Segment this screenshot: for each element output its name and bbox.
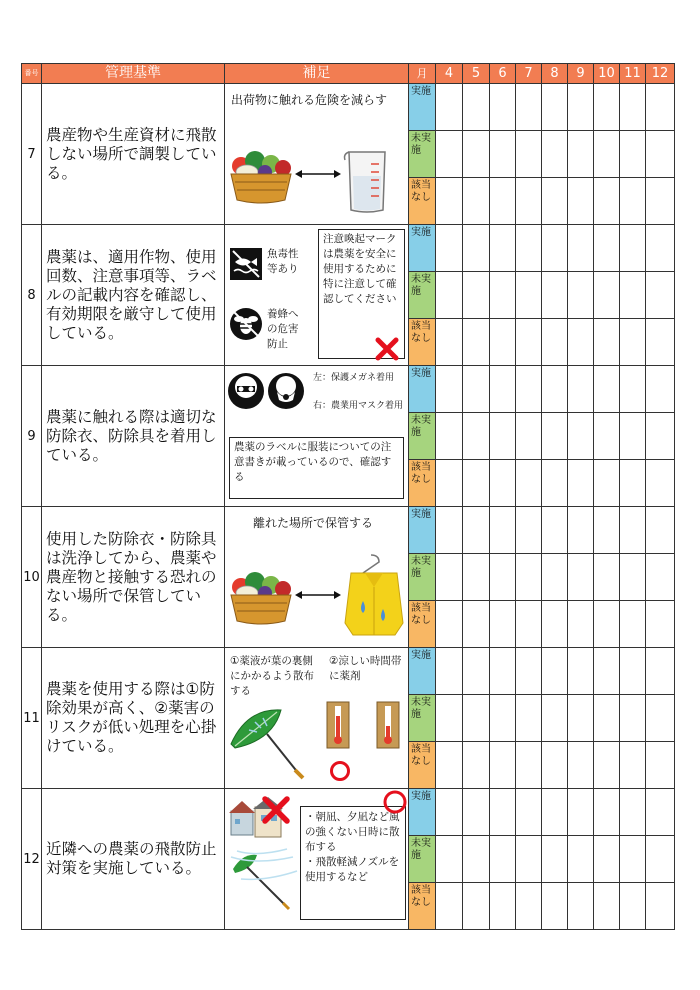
status-done: 実施 — [409, 789, 436, 836]
month-check-cell[interactable] — [620, 178, 646, 225]
month-check-cell[interactable] — [516, 601, 542, 648]
supplement-content — [225, 648, 408, 786]
label-check-note-text: 農薬のラベルに服装についての注意書きが載っているので、確認する — [234, 441, 392, 483]
month-check-cell[interactable] — [490, 460, 516, 507]
status-na: 該当なし — [409, 883, 436, 930]
month-check-cell[interactable] — [568, 319, 594, 366]
month-check-cell[interactable] — [646, 178, 675, 225]
month-check-cell[interactable] — [436, 554, 463, 601]
month-check-cell[interactable] — [568, 507, 594, 554]
month-check-cell[interactable] — [436, 413, 463, 460]
month-check-cell[interactable] — [620, 131, 646, 178]
month-check-cell[interactable] — [594, 648, 620, 695]
table-row — [22, 507, 675, 554]
month-check-cell[interactable] — [568, 225, 594, 272]
management-standard: 農薬を使用する際は①防除効果が高く、②薬害のリスクが低い処理を心掛けている。 — [42, 648, 225, 789]
red-circle-icon — [329, 760, 351, 782]
fish-toxicity-icon — [229, 247, 263, 281]
month-check-cell[interactable] — [620, 319, 646, 366]
month-check-cell[interactable] — [594, 742, 620, 789]
month-check-cell[interactable] — [542, 272, 568, 319]
month-check-cell[interactable] — [646, 272, 675, 319]
item-number: 9 — [22, 366, 42, 507]
month-check-cell[interactable] — [463, 413, 490, 460]
month-check-cell[interactable] — [516, 84, 542, 131]
month-check-cell[interactable] — [542, 836, 568, 883]
month-check-cell[interactable] — [620, 366, 646, 413]
month-check-cell[interactable] — [594, 272, 620, 319]
table-row — [22, 366, 675, 413]
header-row — [22, 64, 675, 84]
header-month-6: 6 — [490, 64, 516, 84]
month-check-cell[interactable] — [516, 178, 542, 225]
goggles-icon — [227, 372, 305, 410]
status-na: 該当なし — [409, 460, 436, 507]
month-check-cell[interactable] — [516, 460, 542, 507]
month-check-cell[interactable] — [463, 178, 490, 225]
month-check-cell[interactable] — [490, 836, 516, 883]
month-check-cell[interactable] — [490, 413, 516, 460]
month-check-cell[interactable] — [568, 178, 594, 225]
month-check-cell[interactable] — [542, 554, 568, 601]
header-month-9: 9 — [568, 64, 594, 84]
month-check-cell[interactable] — [463, 836, 490, 883]
month-check-cell[interactable] — [568, 836, 594, 883]
month-check-cell[interactable] — [436, 789, 463, 836]
month-check-cell[interactable] — [542, 84, 568, 131]
red-x-icon — [261, 795, 291, 825]
vegetable-basket-icon — [227, 144, 295, 206]
thermometer-icon — [325, 700, 351, 750]
mask-note: 右：農業用マスク着用 — [313, 401, 404, 411]
month-check-cell[interactable] — [542, 789, 568, 836]
fish-toxicity-label: 魚毒性等あり — [267, 248, 299, 275]
supplement-cell — [225, 648, 409, 789]
month-check-cell[interactable] — [594, 413, 620, 460]
management-standard: 農産物や生産資材に飛散しない場所で調製している。 — [42, 84, 225, 225]
month-check-cell[interactable] — [436, 648, 463, 695]
month-check-cell[interactable] — [490, 648, 516, 695]
month-check-cell[interactable] — [463, 601, 490, 648]
month-check-cell[interactable] — [620, 84, 646, 131]
month-check-cell[interactable] — [594, 178, 620, 225]
month-check-cell[interactable] — [490, 84, 516, 131]
thermometer-icon — [375, 700, 401, 750]
month-check-cell[interactable] — [436, 319, 463, 366]
month-check-cell[interactable] — [542, 131, 568, 178]
management-standard: 近隣への農薬の飛散防止対策を実施している。 — [42, 789, 225, 930]
status-na: 該当なし — [409, 601, 436, 648]
status-not-done: 未実施 — [409, 131, 436, 178]
month-check-cell[interactable] — [516, 648, 542, 695]
month-check-cell[interactable] — [436, 742, 463, 789]
month-check-cell[interactable] — [490, 272, 516, 319]
red-circle-icon — [382, 789, 408, 815]
month-check-cell[interactable] — [620, 695, 646, 742]
arrow-icon — [295, 589, 341, 601]
status-not-done: 未実施 — [409, 836, 436, 883]
month-check-cell[interactable] — [542, 413, 568, 460]
month-check-cell[interactable] — [568, 366, 594, 413]
month-check-cell[interactable] — [516, 507, 542, 554]
status-na: 該当なし — [409, 319, 436, 366]
month-check-cell[interactable] — [568, 883, 594, 930]
measuring-cup-icon — [341, 146, 395, 216]
leaf-spray-icon — [227, 704, 319, 786]
month-check-cell[interactable] — [542, 648, 568, 695]
month-check-cell[interactable] — [542, 742, 568, 789]
month-check-cell[interactable] — [594, 601, 620, 648]
item-number: 12 — [22, 789, 42, 930]
month-check-cell[interactable] — [620, 413, 646, 460]
month-check-cell[interactable] — [490, 507, 516, 554]
bee-hazard-label: 養蜂への危害防止 — [267, 308, 299, 350]
month-check-cell[interactable] — [568, 648, 594, 695]
month-check-cell[interactable] — [542, 319, 568, 366]
caution-note-text: 注意喚起マークは農薬を安全に使用するために特に注意して確認してください — [323, 233, 397, 305]
month-check-cell[interactable] — [542, 601, 568, 648]
month-check-cell[interactable] — [646, 883, 675, 930]
header-month-8: 8 — [542, 64, 568, 84]
month-check-cell[interactable] — [516, 695, 542, 742]
month-check-cell[interactable] — [516, 883, 542, 930]
month-check-cell[interactable] — [646, 742, 675, 789]
month-check-cell[interactable] — [568, 554, 594, 601]
table-row — [22, 84, 675, 131]
item-number: 10 — [22, 507, 42, 648]
month-check-cell[interactable] — [594, 695, 620, 742]
month-check-cell[interactable] — [436, 695, 463, 742]
supplement-caption: 出荷物に触れる危険を減らす — [231, 93, 388, 107]
month-check-cell[interactable] — [594, 131, 620, 178]
table-row — [22, 225, 675, 272]
arrow-icon — [295, 168, 341, 180]
month-check-cell[interactable] — [568, 460, 594, 507]
month-check-cell[interactable] — [516, 225, 542, 272]
month-check-cell[interactable] — [542, 366, 568, 413]
supplement-content — [225, 789, 408, 927]
checklist-table — [21, 63, 675, 930]
month-check-cell[interactable] — [542, 507, 568, 554]
month-check-cell[interactable] — [646, 836, 675, 883]
month-check-cell[interactable] — [436, 131, 463, 178]
month-check-cell[interactable] — [594, 789, 620, 836]
month-check-cell[interactable] — [436, 366, 463, 413]
month-check-cell[interactable] — [620, 601, 646, 648]
month-check-cell[interactable] — [620, 554, 646, 601]
month-check-cell[interactable] — [620, 883, 646, 930]
month-check-cell[interactable] — [490, 178, 516, 225]
month-check-cell[interactable] — [620, 789, 646, 836]
header-month-7: 7 — [516, 64, 542, 84]
status-done: 実施 — [409, 84, 436, 131]
supplement-content — [225, 366, 408, 504]
status-na: 該当なし — [409, 742, 436, 789]
month-check-cell[interactable] — [516, 836, 542, 883]
month-check-cell[interactable] — [620, 272, 646, 319]
month-check-cell[interactable] — [594, 460, 620, 507]
month-check-cell[interactable] — [542, 695, 568, 742]
status-not-done: 未実施 — [409, 554, 436, 601]
month-check-cell[interactable] — [568, 601, 594, 648]
month-check-cell[interactable] — [463, 460, 490, 507]
month-check-cell[interactable] — [436, 836, 463, 883]
drift-prevention-note-text: ・朝凪、夕凪など風の強くない日時に散布する ・飛散軽減ノズルを使用するなど — [305, 811, 400, 883]
month-check-cell[interactable] — [490, 695, 516, 742]
month-check-cell[interactable] — [463, 225, 490, 272]
management-standard: 使用した防除衣・防除具は洗浄してから、農薬や農産物と接触する恐れのない場所で保管している。 — [42, 507, 225, 648]
month-check-cell[interactable] — [568, 84, 594, 131]
status-done: 実施 — [409, 648, 436, 695]
month-check-cell[interactable] — [436, 601, 463, 648]
supplement-content — [225, 225, 408, 363]
item-number: 7 — [22, 84, 42, 225]
month-check-cell[interactable] — [620, 507, 646, 554]
management-standard: 農薬は、適用作物、使用回数、注意事項等、ラベルの記載内容を確認し、有効期限を厳守して使用している。 — [42, 225, 225, 366]
label-check-note-box — [229, 437, 404, 499]
supplement-caption: 離れた場所で保管する — [253, 516, 374, 530]
month-check-cell[interactable] — [542, 225, 568, 272]
month-check-cell[interactable] — [594, 836, 620, 883]
month-check-cell[interactable] — [646, 131, 675, 178]
month-check-cell[interactable] — [594, 366, 620, 413]
month-check-cell[interactable] — [516, 319, 542, 366]
month-check-cell[interactable] — [646, 789, 675, 836]
month-check-cell[interactable] — [490, 883, 516, 930]
month-check-cell[interactable] — [594, 507, 620, 554]
spray-underside-note: ①薬液が葉の裏側にかかるよう散布する — [230, 655, 314, 697]
month-check-cell[interactable] — [463, 272, 490, 319]
month-check-cell[interactable] — [568, 272, 594, 319]
month-check-cell[interactable] — [646, 460, 675, 507]
month-check-cell[interactable] — [516, 413, 542, 460]
month-check-cell[interactable] — [542, 178, 568, 225]
month-check-cell[interactable] — [463, 789, 490, 836]
management-checklist-sheet — [21, 63, 674, 930]
status-not-done: 未実施 — [409, 695, 436, 742]
month-check-cell[interactable] — [436, 460, 463, 507]
month-check-cell[interactable] — [516, 131, 542, 178]
month-check-cell[interactable] — [646, 84, 675, 131]
cool-time-note: ②涼しい時間帯に薬剤 — [329, 655, 402, 682]
month-check-cell[interactable] — [516, 272, 542, 319]
month-check-cell[interactable] — [516, 742, 542, 789]
month-check-cell[interactable] — [463, 648, 490, 695]
drift-prevention-note-box — [300, 806, 406, 920]
month-check-cell[interactable] — [568, 413, 594, 460]
status-not-done: 未実施 — [409, 272, 436, 319]
month-check-cell[interactable] — [646, 554, 675, 601]
month-check-cell[interactable] — [646, 601, 675, 648]
month-check-cell[interactable] — [620, 742, 646, 789]
month-check-cell[interactable] — [463, 366, 490, 413]
supplement-cell — [225, 225, 409, 366]
table-row — [22, 648, 675, 695]
table-row — [22, 789, 675, 836]
month-check-cell[interactable] — [463, 554, 490, 601]
month-check-cell[interactable] — [490, 366, 516, 413]
month-check-cell[interactable] — [463, 84, 490, 131]
month-check-cell[interactable] — [463, 742, 490, 789]
month-check-cell[interactable] — [490, 554, 516, 601]
month-check-cell[interactable] — [620, 225, 646, 272]
header-month-11: 11 — [620, 64, 646, 84]
month-check-cell[interactable] — [646, 695, 675, 742]
month-check-cell[interactable] — [490, 789, 516, 836]
status-not-done: 未実施 — [409, 413, 436, 460]
item-number: 11 — [22, 648, 42, 789]
bee-hazard-icon — [229, 307, 263, 341]
supplement-content — [225, 84, 408, 222]
month-check-cell[interactable] — [490, 742, 516, 789]
supplement-content — [225, 507, 408, 645]
header-supplement: 補足 — [225, 64, 409, 84]
month-check-cell[interactable] — [436, 883, 463, 930]
header-month-4: 4 — [436, 64, 463, 84]
vegetable-basket-icon — [227, 565, 295, 627]
month-check-cell[interactable] — [594, 554, 620, 601]
month-check-cell[interactable] — [463, 883, 490, 930]
month-check-cell[interactable] — [490, 225, 516, 272]
month-check-cell[interactable] — [568, 695, 594, 742]
month-check-cell[interactable] — [436, 84, 463, 131]
month-check-cell[interactable] — [620, 460, 646, 507]
month-check-cell[interactable] — [568, 742, 594, 789]
month-check-cell[interactable] — [594, 883, 620, 930]
month-check-cell[interactable] — [594, 319, 620, 366]
month-check-cell[interactable] — [463, 131, 490, 178]
month-check-cell[interactable] — [463, 319, 490, 366]
month-check-cell[interactable] — [490, 601, 516, 648]
month-check-cell[interactable] — [646, 366, 675, 413]
month-check-cell[interactable] — [646, 319, 675, 366]
status-done: 実施 — [409, 225, 436, 272]
supplement-cell — [225, 366, 409, 507]
month-check-cell[interactable] — [490, 131, 516, 178]
month-check-cell[interactable] — [436, 178, 463, 225]
supplement-cell — [225, 507, 409, 648]
month-check-cell[interactable] — [620, 836, 646, 883]
supplement-cell — [225, 84, 409, 225]
header-month-5: 5 — [463, 64, 490, 84]
goggles-note: 左：保護メガネ着用 — [313, 373, 395, 383]
month-check-cell[interactable] — [436, 507, 463, 554]
month-check-cell[interactable] — [568, 789, 594, 836]
header-month-12: 12 — [646, 64, 675, 84]
status-done: 実施 — [409, 507, 436, 554]
month-check-cell[interactable] — [646, 507, 675, 554]
month-check-cell[interactable] — [516, 366, 542, 413]
month-check-cell[interactable] — [436, 225, 463, 272]
month-check-cell[interactable] — [568, 131, 594, 178]
month-check-cell[interactable] — [463, 507, 490, 554]
month-check-cell[interactable] — [436, 272, 463, 319]
raincoat-icon — [343, 553, 405, 639]
management-standard: 農薬に触れる際は適切な防除衣、防除具を着用している。 — [42, 366, 225, 507]
month-check-cell[interactable] — [646, 225, 675, 272]
month-check-cell[interactable] — [646, 648, 675, 695]
month-check-cell[interactable] — [594, 225, 620, 272]
red-x-icon — [375, 337, 399, 361]
header-standard: 管理基準 — [42, 64, 225, 84]
month-check-cell[interactable] — [542, 883, 568, 930]
month-check-cell[interactable] — [594, 84, 620, 131]
month-check-cell[interactable] — [620, 648, 646, 695]
header-no: 番号 — [22, 64, 42, 84]
status-na: 該当なし — [409, 178, 436, 225]
supplement-cell — [225, 789, 409, 930]
item-number: 8 — [22, 225, 42, 366]
header-month: 月 — [409, 64, 436, 84]
header-month-10: 10 — [594, 64, 620, 84]
month-check-cell[interactable] — [516, 789, 542, 836]
month-check-cell[interactable] — [646, 413, 675, 460]
month-check-cell[interactable] — [516, 554, 542, 601]
month-check-cell[interactable] — [490, 319, 516, 366]
month-check-cell[interactable] — [463, 695, 490, 742]
status-done: 実施 — [409, 366, 436, 413]
month-check-cell[interactable] — [542, 460, 568, 507]
